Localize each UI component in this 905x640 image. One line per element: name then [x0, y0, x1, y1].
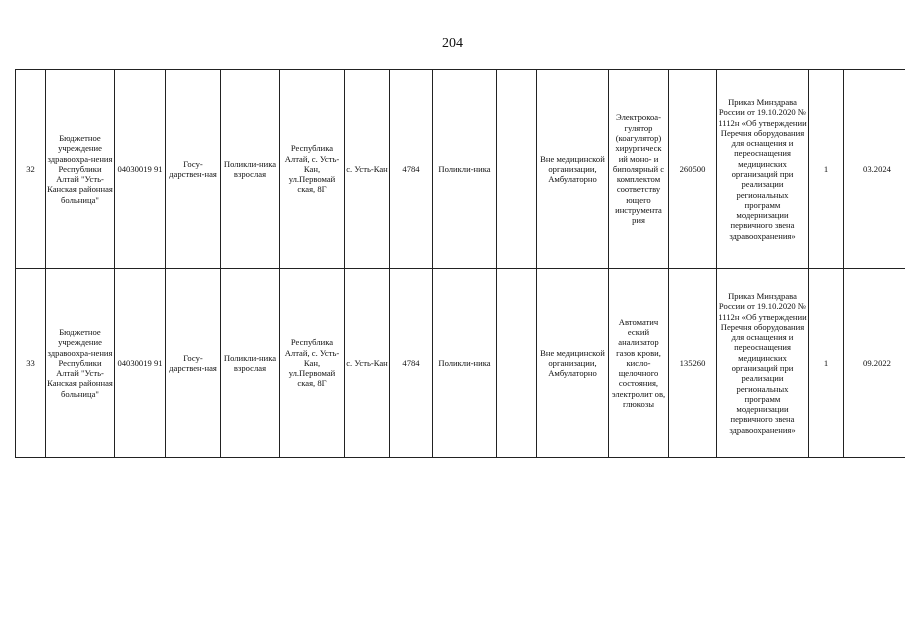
cell-location: Вне медицинской организации, Амбулаторно: [537, 269, 609, 458]
cell-institution: Бюджетное учреждение здравоохра-нения Республики Алтай "Усть-Канская районная больница": [46, 269, 115, 458]
table-row: [16, 70, 905, 269]
cell-num: 32: [16, 70, 46, 269]
cell-price: 260500: [669, 70, 717, 269]
cell-postcode: 4784: [390, 70, 433, 269]
cell-qty: 1: [809, 70, 844, 269]
cell-address: Республика Алтай, с. Усть-Кан, ул.Первомай ская, 8Г: [280, 269, 345, 458]
equipment-table: [15, 69, 905, 458]
cell-address: Республика Алтай, с. Усть-Кан, ул.Первомай ская, 8Г: [280, 70, 345, 269]
table-row: [16, 269, 905, 458]
cell-unit: Поликли-ника: [433, 70, 497, 269]
cell-department: Поликли-ника взрослая: [221, 269, 280, 458]
cell-order: Приказ Минздрава России от 19.10.2020 № 1112н «Об утверждении Перечня оборудования для оснащения и переоснащения медицинских организаций при реализации региональных программ модернизации первичного звена здравоохранения»: [717, 70, 809, 269]
page-number: 204: [442, 36, 463, 51]
cell-equipment: Автоматич еский анализатор газов крови, кисло-щелочного состояния, электролит ов, глюкозы: [609, 269, 669, 458]
cell-department: Поликли-ника взрослая: [221, 70, 280, 269]
cell-code: 04030019 91: [115, 70, 166, 269]
cell-date: 09.2022: [844, 269, 905, 458]
cell-price: 135260: [669, 269, 717, 458]
cell-postcode: 4784: [390, 269, 433, 458]
cell-date: 03.2024: [844, 70, 905, 269]
cell-locality: с. Усть-Кан: [345, 70, 390, 269]
cell-location: Вне медицинской организации, Амбулаторно: [537, 70, 609, 269]
cell-empty: [497, 70, 537, 269]
cell-code: 04030019 91: [115, 269, 166, 458]
cell-num: 33: [16, 269, 46, 458]
cell-unit: Поликли-ника: [433, 269, 497, 458]
cell-equipment: Электрокоа-гулятор (коагулятор) хирургическ ий моно- и биполярный с комплектом соответству ющего инструмента рия: [609, 70, 669, 269]
cell-ownership: Госу-дарствен-ная: [166, 70, 221, 269]
cell-ownership: Госу-дарствен-ная: [166, 269, 221, 458]
cell-institution: Бюджетное учреждение здравоохра-нения Республики Алтай "Усть-Канская районная больница": [46, 70, 115, 269]
cell-locality: с. Усть-Кан: [345, 269, 390, 458]
cell-order: Приказ Минздрава России от 19.10.2020 № 1112н «Об утверждении Перечня оборудования для оснащения и переоснащения медицинских организаций при реализации региональных программ модернизации первичного звена здравоохранения»: [717, 269, 809, 458]
cell-qty: 1: [809, 269, 844, 458]
cell-empty: [497, 269, 537, 458]
